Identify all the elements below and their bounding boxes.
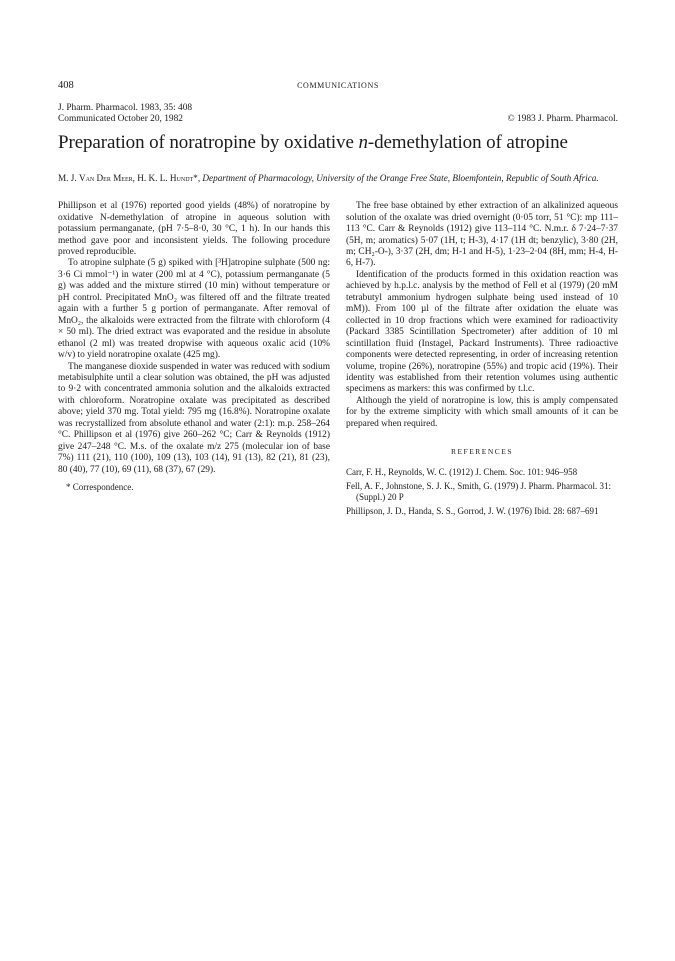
body-columns bbox=[58, 201, 618, 521]
page-number: 408 bbox=[58, 80, 74, 91]
body-paragraph: The free base obtained by ether extraction of an alkalinized aqueous solution of the oxalate was dried overnight (0·05 torr, 51 °C): mp 111–113 °C. Carr & Reynolds (1912) give 113–114 °C. N.m.r. δ 7·24–7·37 (5H, m; aromatics) 5·07 (1H, t; H-3), 4·17 (1H dt; benzylic), 3·80 (2H, m; CH₂-O-), 3·37 (2H, dm; H-1 and H-5), 1·23–2·04 (8H, mm; H-4, H-6, H-7). bbox=[346, 201, 618, 269]
body-paragraph: Although the yield of noratropine is low, this is amply compensated for by the extreme simplicity with which small amounts of it can be prepared when required. bbox=[346, 395, 618, 429]
references-heading: REFERENCES bbox=[450, 447, 514, 457]
journal-page bbox=[58, 80, 618, 521]
section-label: COMMUNICATIONS bbox=[297, 81, 379, 90]
author-name: Van Der Meer bbox=[78, 173, 133, 183]
communicated-date: Communicated October 20, 1982 bbox=[58, 114, 183, 124]
affiliation: Department of Pharmacology, University of the Orange Free State, Bloemfontein, Republic of South Africa. bbox=[202, 173, 599, 183]
body-paragraph: The manganese dioxide suspended in water was reduced with sodium metabisulphite until a clear solution was obtained, the pH was adjusted to 9·2 with concentrated ammonia solution and the alkaloids extracted with chloroform. Noratropine oxalate was precipitated as described above; yield 370 mg. Total yield: 795 mg (16.8%). Noratropine oxalate was recrystallized from absolute ethanol and water (2:1): m.p. 258–264 °C. Phillipson et al (1976) give 260–262 °C; Carr & Reynolds (1912) give 247–248 °C. M.s. of the oxalate m/z 275 (molecular ion of base 7%) 111 (21), 110 (100), 109 (13), 103 (14), 91 (13), 82 (21), 81 (23), 80 (40), 77 (10), 69 (11), 68 (37), 67 (29). bbox=[58, 361, 330, 475]
author-block: M. J. Van Der Meer, H. K. L. Hundt*, Department of Pharmacology, University of the Orange Free State, Bloemfontein, Republic of South Africa. bbox=[58, 173, 599, 183]
copyright-notice: © 1983 J. Pharm. Pharmacol. bbox=[507, 114, 618, 124]
reference-entry: Phillipson, J. D., Handa, S. S., Gorrod, J. W. (1976) Ibid. 28: 687–691 bbox=[346, 506, 599, 517]
body-paragraph: To atropine sulphate (5 g) spiked with [³H]atropine sulphate (500 ng: 3·6 Ci mmol⁻¹) in water (200 ml at 4 °C), potassium permanganate (5 g) was added and the mixture stirred (10 min) without temperature or pH control. Precipitated MnO₂ was filtered off and the filtrate treated again with a further 5 g portion of permanganate. After removal of MnO₂, the alkaloids were extracted from the filtrate with chloroform (4 × 50 ml). The dried extract was evaporated and the residue in absolute ethanol (2 ml) was treated dropwise with aqueous oxalic acid (10% w/v) to yield noratropine oxalate (425 mg). bbox=[58, 258, 330, 361]
body-paragraph: Phillipson et al (1976) reported good yields (48%) of noratropine by oxidative N-demethylation of atropine in aqueous solution with potassium permanganate, (pH 7·5–8·0, 30 °C, 1 h). In our hands this method gave poor and inconsistent yields. The following procedure proved reproducible. bbox=[58, 201, 330, 258]
journal-citation: J. Pharm. Pharmacol. 1983, 35: 408 bbox=[58, 103, 193, 113]
reference-entry: Carr, F. H., Reynolds, W. C. (1912) J. Chem. Soc. 101: 946–958 bbox=[346, 466, 578, 477]
right-column bbox=[346, 201, 618, 521]
article-meta bbox=[58, 103, 618, 125]
author-name: Hundt bbox=[169, 173, 194, 183]
left-column bbox=[58, 201, 330, 521]
reference-entry: Fell, A. F., Johnstone, S. J. K., Smith, G. (1979) J. Pharm. Pharmacol. 31: (Suppl.) 20 P bbox=[346, 481, 612, 502]
running-header bbox=[58, 80, 618, 94]
footnote: * Correspondence. bbox=[66, 482, 134, 493]
article-title: Preparation of noratropine by oxidative n-demethylation of atropine bbox=[58, 132, 568, 153]
body-paragraph: Identification of the products formed in this oxidation reaction was achieved by h.p.l.c. analysis by the method of Fell et al (1979) (20 mM tetrabutyl ammonium hydrogen sulphate being used instead of 10 mM)). From 100 µl of the filtrate after oxidation the eluate was collected in 10 drop fractions which were examined for radioactivity (Packard 3385 Scintillation Spectrometer) after addition of 10 ml scintillation fluid (Instagel, Packard Instruments). Three radioactive components were detected representing, in order of increasing retention volume, tropine (26%), noratropine (55%) and tropic acid (19%). Their identity was established from their retention volumes using authentic specimens as markers: this was confirmed by t.l.c. bbox=[346, 269, 618, 395]
